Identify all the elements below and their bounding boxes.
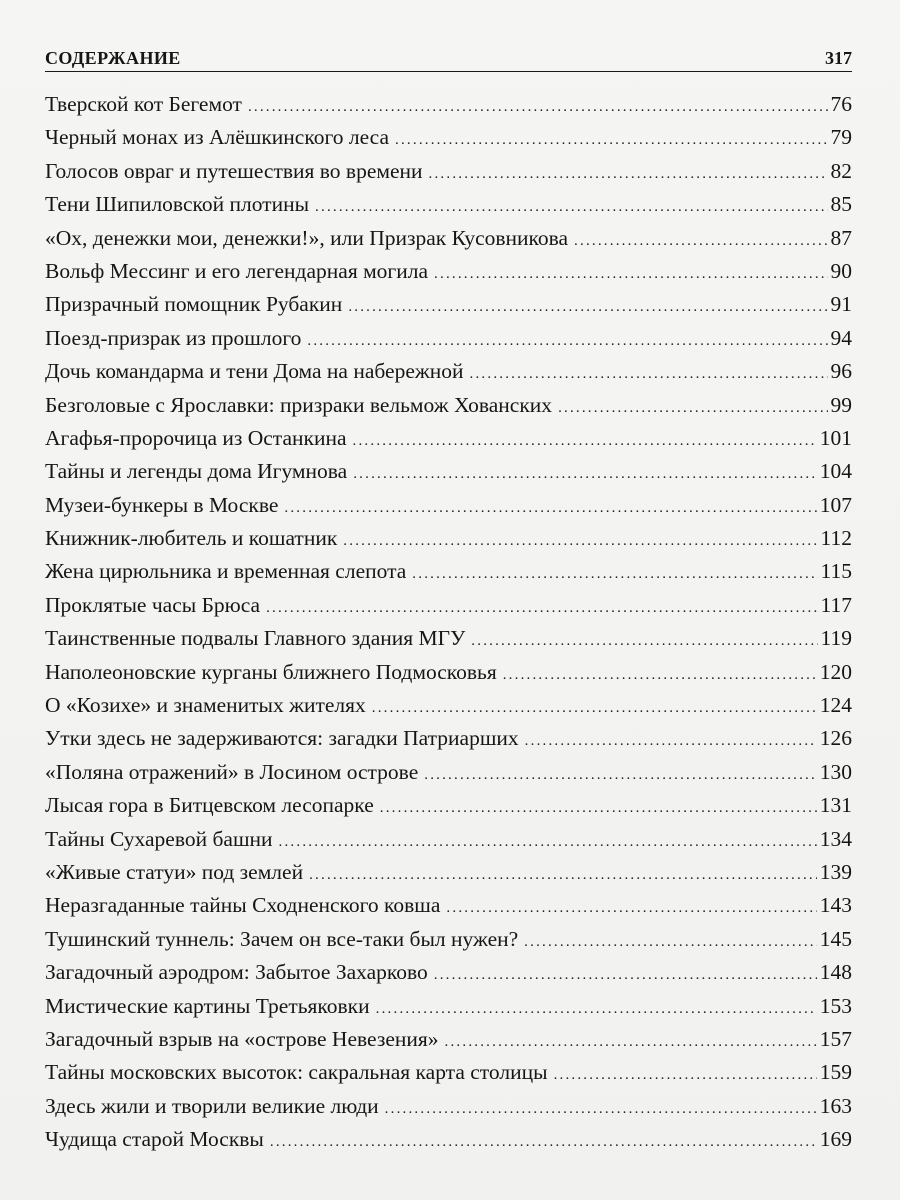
- toc-entry: [45, 1090, 852, 1123]
- toc-entry-title: Музеи-бункеры в Москве: [45, 492, 279, 517]
- toc-entry-title: Наполеоновские курганы ближнего Подмосковья: [45, 659, 497, 684]
- toc-entry: [45, 522, 852, 555]
- dot-leader: [429, 158, 828, 191]
- toc-entry-title: «Живые статуи» под землей: [45, 859, 304, 884]
- dot-leader: [353, 425, 817, 458]
- toc-entry-page: 131: [819, 793, 852, 818]
- dot-leader: [266, 592, 817, 625]
- toc-entry-title: Загадочный аэродром: Забытое Захарково: [45, 960, 428, 985]
- dot-leader: [434, 258, 827, 291]
- dot-leader: [446, 892, 816, 925]
- toc-entry-title: Тени Шипиловской плотины: [45, 192, 310, 217]
- toc-entry-title: Тайны московских высоток: сакральная карта столицы: [45, 1060, 548, 1085]
- toc-entry-page: 107: [819, 492, 852, 517]
- toc-entry-page: 112: [820, 526, 852, 551]
- toc-entry-title: Мистические картины Третьяковки: [45, 993, 370, 1018]
- toc-entry-page: 79: [830, 125, 852, 150]
- toc-entry-page: 117: [820, 592, 852, 617]
- toc-entry-title: «Ох, денежки мои, денежки!», или Призрак Кусовникова: [45, 225, 569, 250]
- toc-entry-title: Вольф Мессинг и его легендарная могила: [45, 258, 429, 283]
- table-of-contents: [45, 88, 852, 1157]
- header-rule: [45, 71, 852, 72]
- toc-entry-page: 130: [819, 759, 852, 784]
- dot-leader: [574, 225, 827, 258]
- toc-entry: [45, 622, 852, 655]
- dot-leader: [558, 392, 827, 425]
- toc-entry-title: Жена цирюльника и временная слепота: [45, 559, 407, 584]
- dot-leader: [554, 1059, 817, 1092]
- toc-entry-title: Загадочный взрыв на «острове Невезения»: [45, 1026, 439, 1051]
- toc-entry-page: 148: [819, 960, 852, 985]
- toc-entry-title: Голосов овраг и путешествия во времени: [45, 158, 423, 183]
- toc-entry: [45, 155, 852, 188]
- toc-entry-title: О «Козихе» и знаменитых жителях: [45, 693, 366, 718]
- toc-entry-page: 153: [819, 993, 852, 1018]
- toc-entry: [45, 889, 852, 922]
- toc-entry: [45, 756, 852, 789]
- dot-leader: [470, 358, 828, 391]
- toc-entry: [45, 355, 852, 388]
- toc-entry-title: Проклятые часы Брюса: [45, 592, 261, 617]
- toc-entry: [45, 288, 852, 321]
- section-title: СОДЕРЖАНИЕ: [45, 48, 181, 68]
- toc-entry: [45, 1123, 852, 1156]
- toc-entry-title: Дочь командарма и тени Дома на набережной: [45, 359, 464, 384]
- dot-leader: [385, 1093, 817, 1126]
- toc-entry-page: 104: [819, 459, 852, 484]
- toc-entry-page: 120: [819, 659, 852, 684]
- dot-leader: [372, 692, 817, 725]
- toc-entry-page: 115: [820, 559, 852, 584]
- dot-leader: [307, 325, 827, 358]
- dot-leader: [525, 725, 817, 758]
- toc-entry: [45, 923, 852, 956]
- toc-entry-title: Утки здесь не задерживаются: загадки Патриарших: [45, 726, 519, 751]
- dot-leader: [376, 993, 817, 1026]
- toc-entry-title: Поезд-призрак из прошлого: [45, 325, 302, 350]
- running-head: [45, 48, 852, 74]
- toc-entry: [45, 121, 852, 154]
- toc-entry-page: 139: [819, 859, 852, 884]
- toc-entry-page: 163: [819, 1093, 852, 1118]
- dot-leader: [284, 492, 816, 525]
- toc-entry-title: Агафья-пророчица из Останкина: [45, 425, 347, 450]
- toc-entry: [45, 856, 852, 889]
- toc-entry: [45, 422, 852, 455]
- toc-entry: [45, 956, 852, 989]
- dot-leader: [395, 124, 827, 157]
- toc-entry: [45, 555, 852, 588]
- toc-entry-title: Тайны Сухаревой башни: [45, 826, 273, 851]
- toc-entry-title: Призрачный помощник Рубакин: [45, 292, 343, 317]
- dot-leader: [270, 1126, 817, 1159]
- toc-entry: [45, 823, 852, 856]
- toc-entry: [45, 322, 852, 355]
- toc-entry: [45, 1023, 852, 1056]
- toc-entry: [45, 789, 852, 822]
- dot-leader: [445, 1026, 817, 1059]
- toc-entry: [45, 1056, 852, 1089]
- toc-entry-page: 157: [819, 1026, 852, 1051]
- dot-leader: [343, 525, 817, 558]
- toc-entry: [45, 455, 852, 488]
- toc-entry-page: 159: [819, 1060, 852, 1085]
- toc-entry-page: 143: [819, 893, 852, 918]
- toc-entry-title: Тушинский туннель: Зачем он все-таки был нужен?: [45, 926, 519, 951]
- toc-entry-page: 94: [830, 325, 852, 350]
- toc-entry-title: Тайны и легенды дома Игумнова: [45, 459, 348, 484]
- toc-entry: [45, 689, 852, 722]
- toc-entry-page: 91: [830, 292, 852, 317]
- toc-entry-page: 96: [830, 359, 852, 384]
- dot-leader: [353, 458, 817, 491]
- toc-entry-title: Безголовые с Ярославки: призраки вельмож Хованских: [45, 392, 553, 417]
- toc-entry-page: 87: [830, 225, 852, 250]
- dot-leader: [471, 625, 817, 658]
- toc-entry-title: Таинственные подвалы Главного здания МГУ: [45, 626, 466, 651]
- toc-entry-page: 124: [819, 693, 852, 718]
- dot-leader: [309, 859, 817, 892]
- toc-entry-title: Здесь жили и творили великие люди: [45, 1093, 379, 1118]
- toc-entry-title: «Поляна отражений» в Лосином острове: [45, 759, 419, 784]
- toc-entry-page: 85: [830, 192, 852, 217]
- toc-entry-page: 134: [819, 826, 852, 851]
- toc-entry-page: 101: [819, 425, 852, 450]
- dot-leader: [412, 558, 817, 591]
- toc-entry-page: 126: [819, 726, 852, 751]
- toc-entry: [45, 222, 852, 255]
- toc-entry-page: 99: [830, 392, 852, 417]
- toc-entry-title: Черный монах из Алёшкинского леса: [45, 125, 390, 150]
- toc-entry: [45, 188, 852, 221]
- toc-entry-title: Книжник-любитель и кошатник: [45, 526, 338, 551]
- dot-leader: [279, 826, 817, 859]
- dot-leader: [248, 91, 828, 124]
- toc-entry-page: 82: [830, 158, 852, 183]
- toc-entry: [45, 389, 852, 422]
- toc-entry-title: Неразгаданные тайны Сходненского ковша: [45, 893, 441, 918]
- toc-entry-title: Тверской кот Бегемот: [45, 92, 242, 116]
- dot-leader: [424, 759, 817, 792]
- toc-entry: [45, 656, 852, 689]
- toc-entry-title: Лысая гора в Битцевском лесопарке: [45, 793, 374, 818]
- dot-leader: [380, 792, 817, 825]
- dot-leader: [315, 191, 827, 224]
- toc-entry: [45, 589, 852, 622]
- toc-entry-page: 90: [830, 258, 852, 283]
- toc-entry-page: 76: [830, 92, 852, 116]
- toc-entry: [45, 255, 852, 288]
- toc-entry-page: 169: [819, 1127, 852, 1152]
- toc-entry: [45, 489, 852, 522]
- toc-entry: [45, 990, 852, 1023]
- dot-leader: [524, 926, 817, 959]
- page-number: 317: [825, 48, 852, 68]
- dot-leader: [434, 959, 817, 992]
- toc-entry: [45, 88, 852, 121]
- toc-entry: [45, 722, 852, 755]
- toc-entry-title: Чудища старой Москвы: [45, 1127, 264, 1152]
- toc-entry-page: 145: [819, 926, 852, 951]
- toc-entry-page: 119: [820, 626, 852, 651]
- dot-leader: [348, 291, 827, 324]
- dot-leader: [503, 659, 817, 692]
